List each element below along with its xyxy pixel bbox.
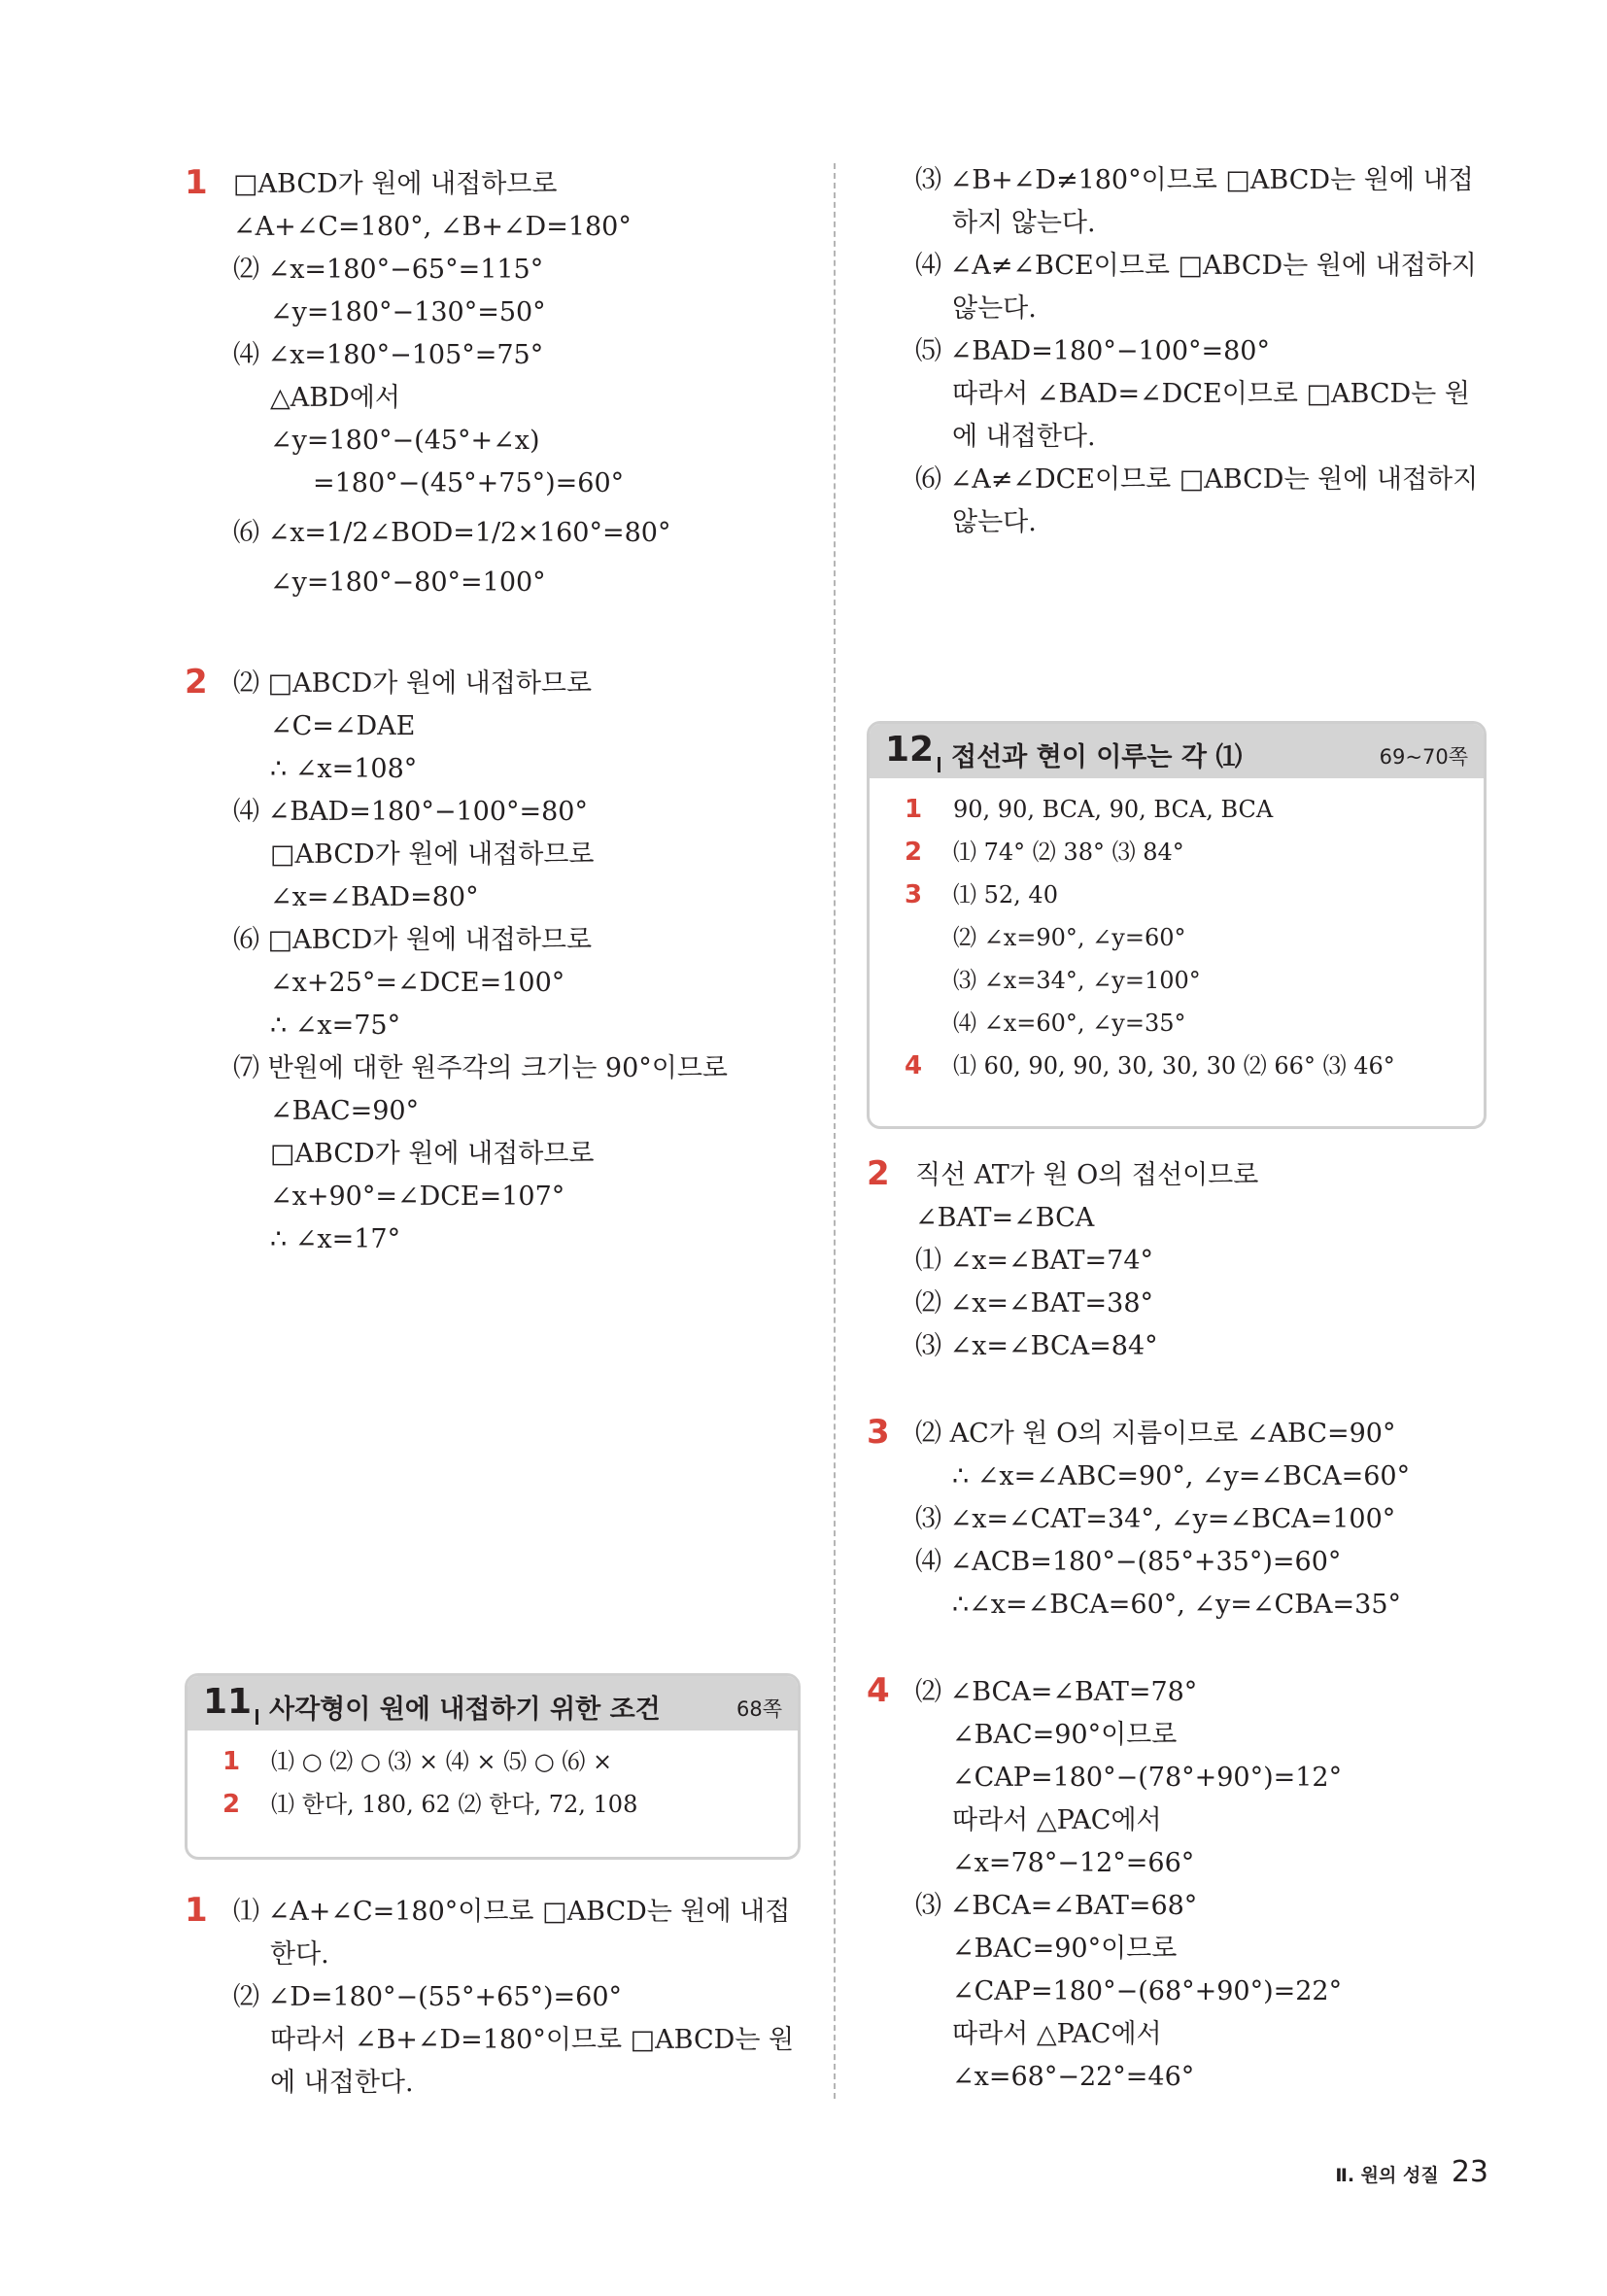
solution-line: ∴ ∠x=∠ABC=90°, ∠y=∠BCA=60° — [952, 1461, 1411, 1491]
problem-number: 3 — [867, 1413, 890, 1452]
problem-number: 1 — [185, 163, 208, 202]
solution-line: ∠y=180°−130°=50° — [270, 297, 546, 327]
solution-line: ∠x+90°=∠DCE=107° — [270, 1182, 565, 1212]
page-number: 23 — [1451, 2155, 1488, 2189]
solution-line: ⑹ ∠x=1/2∠BOD=1/2×160°=80° — [233, 518, 671, 548]
solution-lines — [233, 663, 728, 1261]
solution-line: ∴ ∠x=17° — [270, 1224, 401, 1254]
solution-line: ⑶ ∠B+∠D≠180°이므로 □ABCD는 원에 내접 — [915, 165, 1474, 195]
answer-text: ⑴ 52, 40 — [953, 881, 1058, 908]
section-bar — [256, 1709, 258, 1725]
solution-line: ⑵ ∠x=∠BAT=38° — [915, 1288, 1154, 1319]
section-pages: 69~70쪽 — [1379, 745, 1468, 769]
answer-row — [870, 831, 1484, 874]
answer-text: ⑴ 60, 90, 90, 30, 30, 30 ⑵ 66° ⑶ 46° — [953, 1052, 1395, 1079]
section-header — [188, 1676, 798, 1731]
problem-number: 4 — [867, 1671, 890, 1710]
answer-number: 3 — [905, 880, 923, 909]
problem-number: 2 — [867, 1154, 890, 1193]
problem-number: 1 — [185, 1891, 208, 1930]
solution-line: ∠A+∠C=180°, ∠B+∠D=180° — [233, 212, 632, 242]
solution-line: =180°−(45°+75°)=60° — [313, 468, 625, 498]
solution-line: ⑸ ∠BAD=180°−100°=80° — [915, 336, 1270, 366]
solution-line: ⑷ ∠BAD=180°−100°=80° — [233, 797, 588, 827]
solution-line: △ABD에서 — [270, 383, 400, 413]
solution-line: □ABCD가 원에 내접하므로 — [270, 840, 595, 870]
section-title: 접선과 현이 이루는 각 ⑴ — [951, 742, 1243, 772]
solution-lines — [233, 1891, 794, 2105]
section-header — [870, 724, 1484, 778]
answer-row — [870, 916, 1484, 959]
answer-text: ⑴ 한다, 180, 62 ⑵ 한다, 72, 108 — [271, 1791, 638, 1818]
section-bar — [938, 757, 940, 772]
solution-line: 하지 않는다. — [952, 208, 1096, 238]
solution-line: ⑹ ∠A≠∠DCE이므로 □ABCD는 원에 내접하지 — [915, 464, 1479, 495]
solution-line: ∠x+25°=∠DCE=100° — [270, 968, 565, 998]
solution-line: ∠BAC=90° — [270, 1096, 420, 1126]
column-divider — [834, 163, 836, 2099]
solution-line: ⑴ ∠A+∠C=180°이므로 □ABCD는 원에 내접 — [233, 1897, 791, 1927]
answer-number: 2 — [905, 838, 923, 867]
solution-line: ⑵ ∠BCA=∠BAT=78° — [915, 1677, 1198, 1707]
answer-number: 2 — [222, 1790, 241, 1819]
solution-line: 에 내접한다. — [952, 422, 1096, 452]
solution-line: ∠C=∠DAE — [270, 711, 416, 741]
solution-line: 직선 AT가 원 O의 접선이므로 — [915, 1160, 1259, 1190]
section-body — [870, 778, 1484, 1087]
solution-line: □ABCD가 원에 내접하므로 — [270, 1139, 595, 1169]
solution-line: ⑴ ∠x=∠BAT=74° — [915, 1246, 1154, 1276]
answer-text: ⑴ 74° ⑵ 38° ⑶ 84° — [953, 839, 1184, 866]
answer-row — [870, 1002, 1484, 1045]
answer-row — [870, 959, 1484, 1002]
solution-line: 에 내접한다. — [270, 2068, 414, 2098]
solution-line: 따라서 △PAC에서 — [952, 1805, 1162, 1835]
solution-lines — [915, 1154, 1258, 1368]
solution-line: ∴ ∠x=75° — [270, 1011, 401, 1041]
solution-line: ⑹ □ABCD가 원에 내접하므로 — [233, 925, 593, 955]
solution-lines — [915, 1671, 1342, 2099]
solution-line: ∠x=∠BAD=80° — [270, 882, 479, 912]
section-box-11 — [185, 1673, 801, 1860]
page-footer — [1335, 2155, 1488, 2189]
solution-line: ∠CAP=180°−(68°+90°)=22° — [952, 1976, 1343, 2006]
solution-line: ⑷ ∠A≠∠BCE이므로 □ABCD는 원에 내접하지 — [915, 251, 1477, 281]
solution-line: ⑷ ∠ACB=180°−(85°+35°)=60° — [915, 1547, 1342, 1577]
solution-line: ∠x=78°−12°=66° — [952, 1848, 1195, 1878]
solution-line: 한다. — [270, 1939, 329, 1970]
solution-line: ⑵ ∠x=180°−65°=115° — [233, 255, 544, 285]
solution-lines — [915, 1413, 1410, 1627]
section-title: 사각형이 원에 내접하기 위한 조건 — [269, 1695, 661, 1725]
problem-number: 2 — [185, 663, 208, 702]
section-number: 12 — [885, 730, 935, 770]
answer-text: ⑴ ○ ⑵ ○ ⑶ × ⑷ × ⑸ ○ ⑹ × — [271, 1748, 613, 1775]
answer-row — [188, 1740, 798, 1783]
solution-line: ⑶ ∠x=∠CAT=34°, ∠y=∠BCA=100° — [915, 1504, 1396, 1534]
solution-line: 따라서 △PAC에서 — [952, 2019, 1162, 2049]
solution-line: ∠BAT=∠BCA — [915, 1203, 1095, 1233]
solution-line: ⑵ AC가 원 O의 지름이므로 ∠ABC=90° — [915, 1419, 1396, 1449]
solution-line: ⑷ ∠x=180°−105°=75° — [233, 340, 544, 370]
answer-text: ⑶ ∠x=34°, ∠y=100° — [953, 967, 1201, 994]
answer-text: ⑵ ∠x=90°, ∠y=60° — [953, 924, 1186, 951]
section-box-12 — [867, 721, 1487, 1129]
section-body — [188, 1731, 798, 1826]
solution-lines — [915, 159, 1478, 544]
solution-line: 따라서 ∠BAD=∠DCE이므로 □ABCD는 원 — [952, 379, 1470, 409]
answer-number: 1 — [905, 795, 923, 824]
solution-line: □ABCD가 원에 내접하므로 — [233, 169, 558, 199]
answer-number: 4 — [905, 1051, 923, 1080]
solution-line: ∴∠x=∠BCA=60°, ∠y=∠CBA=35° — [952, 1590, 1402, 1620]
section-pages: 68쪽 — [735, 1697, 782, 1721]
answer-text: ⑷ ∠x=60°, ∠y=35° — [953, 1010, 1186, 1037]
solution-line: 따라서 ∠B+∠D=180°이므로 □ABCD는 원 — [270, 2025, 795, 2055]
footer-section: Ⅱ. 원의 성질 — [1335, 2165, 1439, 2186]
solution-line: ∠x=68°−22°=46° — [952, 2062, 1195, 2092]
solution-line: 않는다. — [952, 293, 1037, 324]
solution-line: ⑺ 반원에 대한 원주각의 크기는 90°이므로 — [233, 1053, 728, 1083]
answer-text: 90, 90, BCA, 90, BCA, BCA — [953, 796, 1274, 823]
section-number: 11 — [203, 1682, 253, 1722]
solution-line: ∴ ∠x=108° — [270, 754, 418, 784]
solution-line: ∠CAP=180°−(78°+90°)=12° — [952, 1763, 1343, 1793]
answer-row — [870, 788, 1484, 831]
solution-line: ∠BAC=90°이므로 — [952, 1934, 1178, 1964]
solution-line: ⑶ ∠x=∠BCA=84° — [915, 1331, 1158, 1361]
solution-lines — [233, 163, 670, 604]
solution-line: ∠y=180°−(45°+∠x) — [270, 426, 540, 456]
answer-number: 1 — [222, 1747, 241, 1776]
solution-line: ⑵ □ABCD가 원에 내접하므로 — [233, 668, 593, 699]
solution-line: ∠BAC=90°이므로 — [952, 1720, 1178, 1750]
answer-row — [870, 1045, 1484, 1087]
solution-line: ∠y=180°−80°=100° — [270, 567, 546, 598]
answer-row — [870, 874, 1484, 916]
solution-line: ⑵ ∠D=180°−(55°+65°)=60° — [233, 1982, 623, 2012]
answer-row — [188, 1783, 798, 1826]
solution-line: ⑶ ∠BCA=∠BAT=68° — [915, 1891, 1198, 1921]
solution-line: 않는다. — [952, 507, 1037, 537]
